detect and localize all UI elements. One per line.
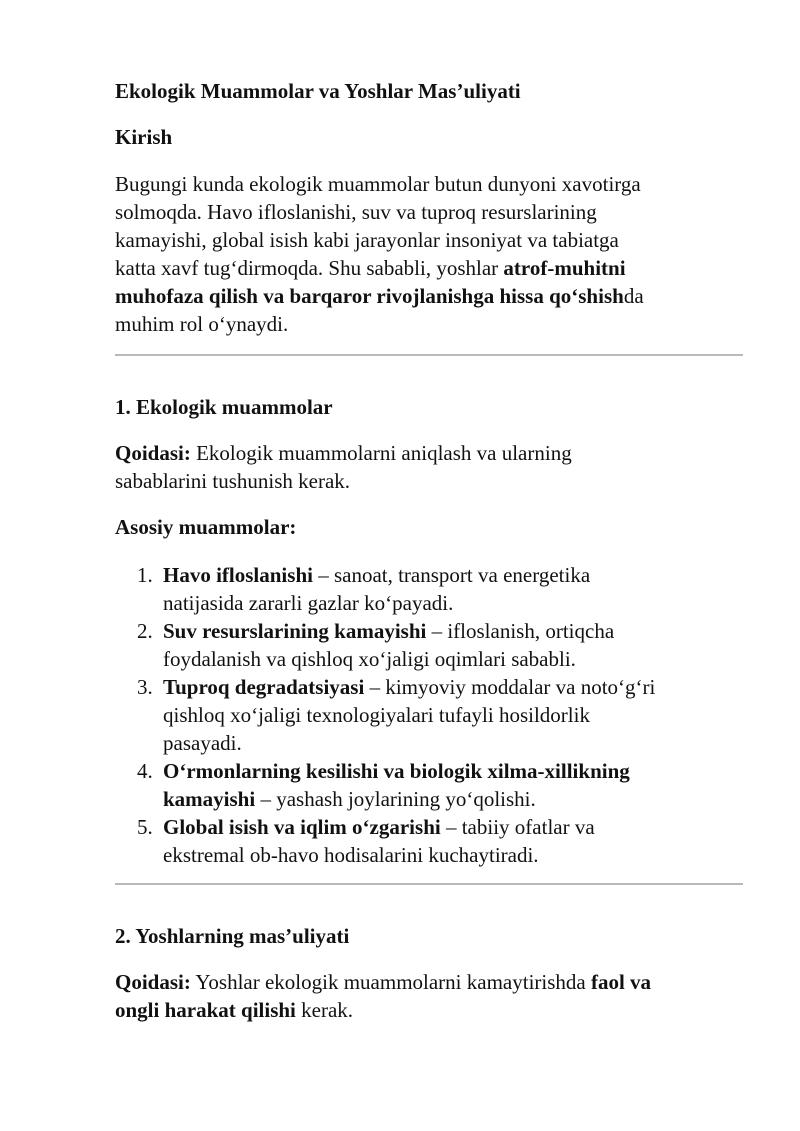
- list-item: [115, 757, 743, 813]
- rule-line: sabablarini tushunish kerak.: [115, 469, 351, 493]
- section2-heading: 2. Yoshlarning mas’uliyati: [115, 924, 350, 948]
- rule-text: Yoshlar ekologik muammolarni kamaytirishda: [190, 970, 591, 994]
- item-line: qishloq xo‘jaligi texnologiyalari tufayli hosildorlik: [163, 703, 590, 727]
- intro-line: Bugungi kunda ekologik muammolar butun dunyoni xavotirga: [115, 172, 641, 196]
- rule-emphasis: ongli harakat qilishi: [115, 998, 296, 1022]
- list-item: [115, 561, 743, 617]
- intro-emphasis: muhofaza qilish va barqaror rivojlanishga hissa qo‘shish: [115, 284, 624, 308]
- list-number: 1.: [137, 563, 153, 587]
- item-title: Havo ifloslanishi: [163, 563, 313, 587]
- problems-list: [115, 561, 743, 869]
- item-title: kamayishi: [163, 787, 256, 811]
- item-line: pasayadi.: [163, 731, 242, 755]
- item-line: [163, 561, 743, 589]
- rule-text: kerak.: [295, 998, 354, 1022]
- item-text: – sanoat, transport va energetika: [312, 563, 591, 587]
- list-number: 3.: [137, 675, 153, 699]
- item-text: – tabiiy ofatlar va: [440, 815, 595, 839]
- intro-paragraph: [115, 170, 743, 338]
- intro-line: kamayishi, global isish kabi jarayonlar insoniyat va tabiatga: [115, 228, 619, 252]
- item-title: Suv resurslarining kamayishi: [163, 619, 427, 643]
- section-divider: [115, 354, 743, 356]
- item-text: – ifloslanish, ortiqcha: [426, 619, 615, 643]
- intro-line: muhim rol o‘ynaydi.: [115, 312, 289, 336]
- item-line: ekstremal ob-havo hodisalarini kuchaytiradi.: [163, 843, 539, 867]
- intro-heading: Kirish: [115, 125, 173, 149]
- item-text: – kimyoviy moddalar va noto‘g‘ri: [364, 675, 656, 699]
- intro-text: da: [623, 284, 644, 308]
- problems-heading: Asosiy muammolar:: [115, 515, 297, 539]
- section1-heading: 1. Ekologik muammolar: [115, 395, 333, 419]
- item-line: natijasida zararli gazlar ko‘payadi.: [163, 591, 454, 615]
- intro-text: katta xavf tug‘dirmoqda. Shu sababli, yoshlar: [115, 256, 504, 280]
- rule-emphasis: faol va: [590, 970, 652, 994]
- rule-text: Ekologik muammolarni aniqlash va ularning: [190, 441, 572, 465]
- rule-line: [115, 968, 743, 996]
- section1-rule: [115, 439, 743, 495]
- list-number: 4.: [137, 759, 153, 783]
- document-title: Ekologik Muammolar va Yoshlar Mas’uliyati: [115, 79, 521, 103]
- item-line: [163, 617, 743, 645]
- item-line: [163, 673, 743, 701]
- item-title: O‘rmonlarning kesilishi va biologik xilma-xillikning: [163, 759, 630, 783]
- rule-line: [115, 996, 743, 1024]
- section2-rule: [115, 968, 743, 1024]
- item-line: [163, 757, 743, 785]
- intro-emphasis: atrof-muhitni: [503, 256, 626, 280]
- list-number: 2.: [137, 619, 153, 643]
- section-divider: [115, 883, 743, 885]
- list-number: 5.: [137, 815, 153, 839]
- rule-line: [115, 439, 743, 467]
- item-line: foydalanish va qishloq xo‘jaligi oqimlari sababli.: [163, 647, 576, 671]
- list-item: [115, 813, 743, 869]
- rule-label: Qoidasi:: [115, 441, 191, 465]
- list-item: [115, 617, 743, 673]
- rule-label: Qoidasi:: [115, 970, 191, 994]
- intro-line: solmoqda. Havo ifloslanishi, suv va tuproq resurslarining: [115, 200, 597, 224]
- item-line: [163, 813, 743, 841]
- list-item: [115, 673, 743, 757]
- item-title: Global isish va iqlim o‘zgarishi: [163, 815, 441, 839]
- item-line: [163, 785, 743, 813]
- item-text: – yashash joylarining yo‘qolishi.: [255, 787, 536, 811]
- item-title: Tuproq degradatsiyasi: [163, 675, 365, 699]
- intro-line: [115, 254, 743, 282]
- intro-line: [115, 282, 743, 310]
